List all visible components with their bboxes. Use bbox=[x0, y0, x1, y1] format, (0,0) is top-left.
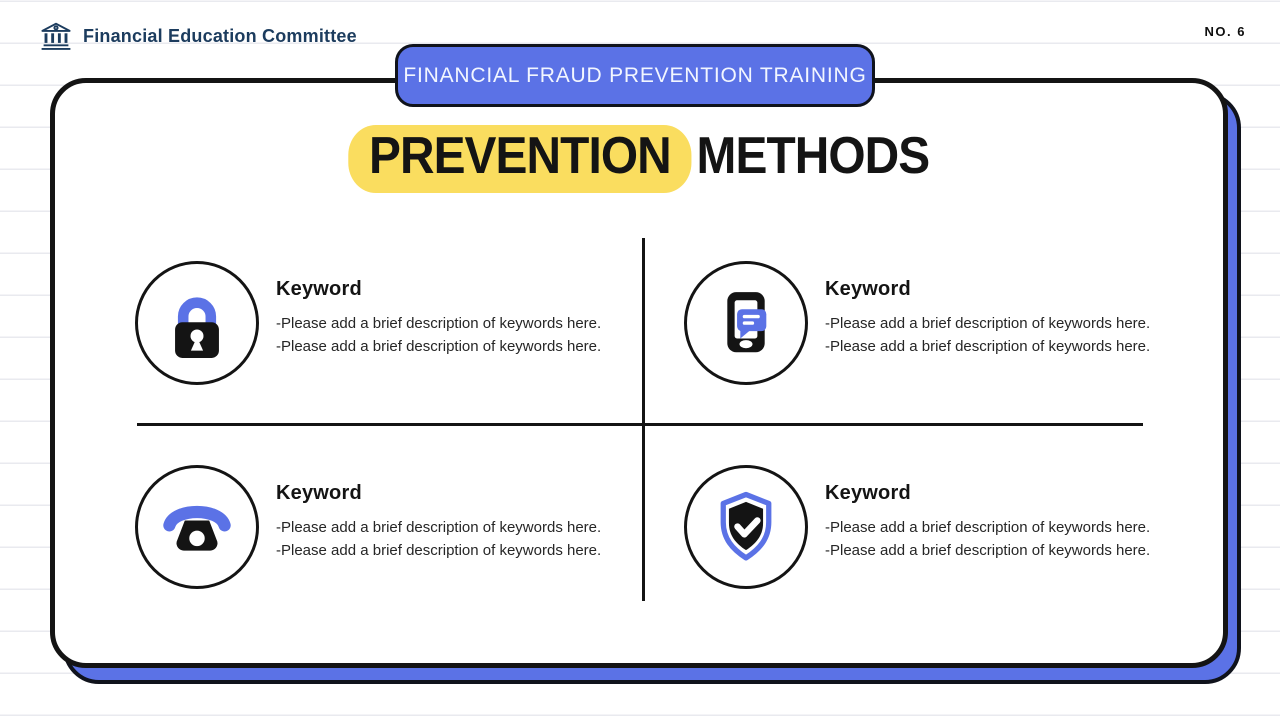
keyword-title: Keyword bbox=[825, 482, 911, 504]
keyword-description: -Please add a brief description of keywords here. bbox=[276, 542, 602, 559]
quadrant-text bbox=[276, 465, 601, 589]
quadrant-text bbox=[825, 465, 1150, 589]
keyword-description: -Please add a brief description of keywords here. bbox=[825, 338, 1151, 355]
keyword-title: Keyword bbox=[276, 482, 362, 504]
shield-check-icon bbox=[684, 465, 808, 589]
title-highlight: PREVENTION bbox=[349, 125, 691, 193]
slide-title bbox=[102, 125, 1177, 193]
title-rest: METHODS bbox=[696, 127, 930, 185]
keyword-description: -Please add a brief description of keywords here. bbox=[276, 338, 602, 355]
keyword-title: Keyword bbox=[276, 278, 362, 300]
vertical-divider bbox=[642, 238, 645, 601]
keyword-description: -Please add a brief description of keywords here. bbox=[276, 315, 602, 332]
bank-icon bbox=[40, 22, 72, 51]
logo-text: Financial Education Committee bbox=[83, 26, 357, 46]
logo bbox=[40, 22, 357, 51]
quadrant-text bbox=[825, 261, 1150, 385]
keyword-description: -Please add a brief description of keywords here. bbox=[825, 315, 1151, 332]
keyword-description: -Please add a brief description of keywords here. bbox=[276, 519, 602, 536]
quadrant-bottom-right bbox=[684, 465, 1164, 589]
quadrant-text bbox=[276, 261, 601, 385]
quadrant-bottom-left bbox=[135, 465, 615, 589]
keyword-description: -Please add a brief description of keywords here. bbox=[825, 542, 1151, 559]
lock-icon bbox=[135, 261, 259, 385]
keyword-description: -Please add a brief description of keywords here. bbox=[825, 519, 1151, 536]
telephone-icon bbox=[135, 465, 259, 589]
mobile-chat-icon bbox=[684, 261, 808, 385]
quadrant-top-right bbox=[684, 261, 1164, 385]
banner: FINANCIAL FRAUD PREVENTION TRAINING bbox=[395, 44, 875, 107]
keyword-title: Keyword bbox=[825, 278, 911, 300]
horizontal-divider bbox=[137, 423, 1143, 426]
quadrant-top-left bbox=[135, 261, 615, 385]
page-number: NO. 6 bbox=[1204, 24, 1246, 39]
content-card bbox=[50, 78, 1228, 668]
